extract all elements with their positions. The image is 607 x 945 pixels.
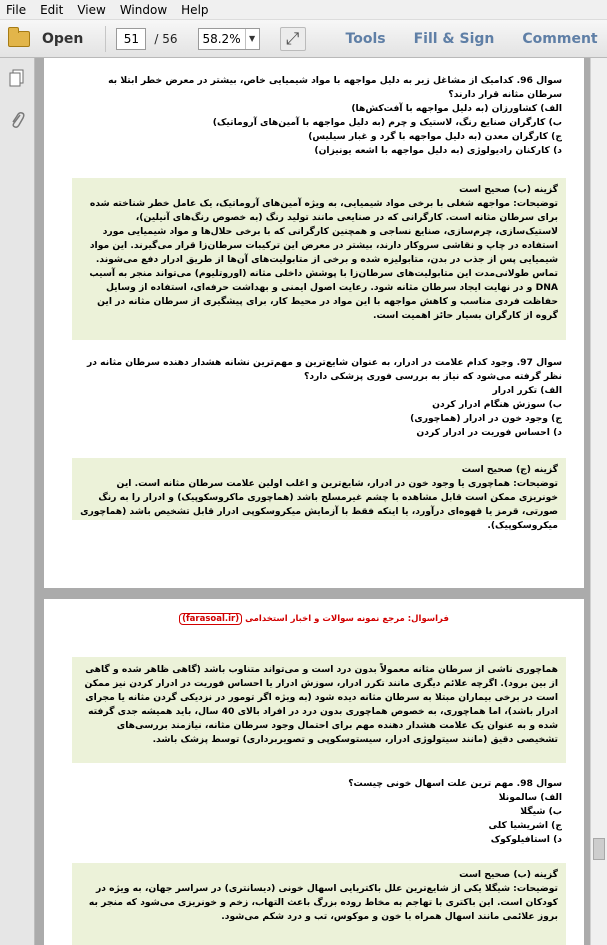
fill-sign-button[interactable]: Fill & Sign xyxy=(413,30,495,47)
open-label: Open xyxy=(42,30,84,47)
question-98 xyxy=(78,777,562,847)
page-header xyxy=(44,614,584,624)
attachment-icon[interactable] xyxy=(7,110,27,130)
option-a: الف) تکرر ادرار xyxy=(492,385,562,396)
navigation-panel xyxy=(0,58,35,945)
zoom-select[interactable] xyxy=(198,28,260,50)
option-d: د) کارکنان رادیولوژی (به دلیل مواجهه با اشعه یونیزان) xyxy=(314,145,562,156)
option-c: ج) وجود خون در ادرار (هماچوری) xyxy=(410,413,562,424)
folder-icon xyxy=(8,31,30,47)
option-b: ب) شیگلا xyxy=(520,806,562,817)
answer-continuation-box xyxy=(72,657,566,763)
comment-button[interactable]: Comment xyxy=(522,30,598,47)
answer-line: گزینه (ب) صحیح است xyxy=(459,184,558,195)
header-text: فراسوال: مرجع نمونه سوالات و اخبار استخدامی xyxy=(245,614,449,624)
question-text: سوال 96. کدامیک از مشاغل زیر به دلیل مواجهه با مواد شیمیایی خاص، بیشتر در معرض خطر ابتلا به سرطان مثانه قرار دارند؟ xyxy=(108,75,562,100)
zoom-value[interactable]: 58.2% xyxy=(202,31,241,46)
option-c: ج) کارگران معدن (به دلیل مواجهه با گرد و غبار سیلیس) xyxy=(308,131,562,142)
toolbar xyxy=(0,20,607,58)
menu-edit[interactable]: Edit xyxy=(40,2,64,17)
option-a: الف) سالمونلا xyxy=(498,792,562,803)
question-text: سوال 97. وجود کدام علامت در ادرار، به عنوان شایع‌ترین و مهم‌ترین نشانه هشدار دهنده سرطان مثانه در نظر گرفته می‌شود که نیاز به بررسی فوری پزشکی دارد؟ xyxy=(86,357,562,382)
question-text: سوال 98. مهم ترین علت اسهال خونی چیست؟ xyxy=(348,778,562,789)
option-d: د) احساس فوریت در ادرار کردن xyxy=(416,427,562,438)
question-96 xyxy=(78,74,562,158)
menu-bar xyxy=(0,0,607,20)
answer-box-97 xyxy=(72,458,566,531)
pdf-page xyxy=(44,599,584,945)
answer-explanation: توضیحات: مواجهه شغلی با برخی مواد شیمیایی، به ویژه آمین‌های آروماتیک، یک عامل خطر شناخته شده برای سرطان مثانه است. کارگرانی که در صنایعی مانند تولید رنگ (به خصوص رنگ‌های آنیلین)، لاستیک‌سازی، چرم‌سازی، صنایع نساجی و همچنین کارگرانی که با برخی حلال‌ها و مواد شیمیایی مورد استفاده در چاپ و نقاشی سروکار دارند، بیشتر در معرض این ترکیبات سرطان‌زا قرار می‌گیرند. این مواد شیمیایی پس از جذب در بدن، متابولیزه شده و برخی از متابولیت‌های آن‌ها از طریق ادرار دفع می‌شوند. تماس طولانی‌مدت این متابولیت‌های سرطان‌زا با پوشش داخلی مثانه (اوروتلیوم) می‌تواند منجر به آسیب DNA و در نهایت ایجاد سرطان مثانه شود. رعایت اصول ایمنی و بهداشت حرفه‌ای، استفاده از وسایل حفاظت فردی مناسب و کاهش مواجهه با این مواد در محیط کار، برای پیشگیری از سرطان مثانه در این گروه از کارگران بسیار حائز اهمیت است. xyxy=(89,198,558,321)
page-total: / 56 xyxy=(154,31,178,46)
option-b: ب) سوزش هنگام ادرار کردن xyxy=(432,399,562,410)
menu-window[interactable]: Window xyxy=(119,2,168,17)
scrollbar-thumb[interactable] xyxy=(593,838,605,860)
menu-view[interactable]: View xyxy=(77,2,106,17)
answer-box-96 xyxy=(72,178,566,340)
vertical-scrollbar[interactable] xyxy=(590,58,607,945)
toolbar-divider xyxy=(105,26,106,52)
answer-box-98 xyxy=(72,863,566,945)
answer-explanation: توضیحات: هماچوری یا وجود خون در ادرار، شایع‌ترین و اغلب اولین علامت سرطان مثانه است. این خونریزی ممکن است قابل مشاهده با چشم غیرمسلح باشد (هماچوری ماکروسکوپیک) و ادرار را به رنگ صورتی، قرمز یا قهوه‌ای درآورد، یا اینکه فقط با آزمایش میکروسکوپی ادرار قابل تشخیص باشد (هماچوری میکروسکوپیک). xyxy=(80,478,558,531)
pdf-page xyxy=(44,58,584,588)
header-site[interactable]: (farasoal.ir) xyxy=(179,613,242,625)
answer-line: گزینه (ب) صحیح است xyxy=(459,869,558,880)
document-viewport xyxy=(36,58,590,945)
open-button[interactable] xyxy=(8,25,83,53)
option-d: د) استافیلوکوک xyxy=(490,834,562,845)
tools-button[interactable]: Tools xyxy=(345,30,386,47)
page-number-input[interactable]: 51 xyxy=(116,28,146,50)
answer-explanation: توضیحات: شیگلا یکی از شایع‌ترین علل باکتریایی اسهال خونی (دیسانتری) در سراسر جهان، به ویژه در کودکان است. این باکتری با تهاجم به مخاط روده بزرگ باعث التهاب، زخم و خونریزی می‌شود که منجر به بروز علائمی مانند اسهال همراه با خون و موکوس، تب و درد شکم می‌شود. xyxy=(88,883,558,922)
answer-explanation: هماچوری ناشی از سرطان مثانه معمولاً بدون درد است و می‌تواند متناوب باشد (گاهی ظاهر شده و گاهی از بین برود). اگرچه علائم دیگری مانند تکرر ادرار، سوزش ادرار یا احساس فوریت در ادرار کردن نیز ممکن است در برخی بیماران مبتلا به سرطان مثانه دیده شود (به ویژه اگر تومور در نزدیکی گردن مثانه یا مجرای ادرار باشد)، اما هماچوری، به خصوص هماچوری بدون درد در افراد بالای 40 سال، باید همیشه جدی گرفته شده و به عنوان یک علامت هشدار دهنده مهم برای احتمال وجود سرطان مثانه، نیازمند بررسی‌های تشخیصی دقیق (مانند سیتولوژی ادرار، سیستوسکوپی و تصویربرداری) توسط پزشک باشد. xyxy=(84,664,558,745)
page-thumbnails-icon[interactable] xyxy=(7,68,27,88)
option-b: ب) کارگران صنایع رنگ، لاستیک و چرم (به دلیل مواجهه با آمین‌های آروماتیک) xyxy=(212,117,562,128)
option-c: ج) اشریشیا کلی xyxy=(488,820,562,831)
option-a: الف) کشاورزان (به دلیل مواجهه با آفت‌کش‌ها) xyxy=(351,103,562,114)
menu-help[interactable]: Help xyxy=(181,2,209,17)
question-97 xyxy=(78,356,562,440)
expand-icon[interactable]: ⤢ xyxy=(280,27,306,51)
menu-file[interactable]: File xyxy=(6,2,27,17)
chevron-down-icon[interactable]: ▼ xyxy=(245,29,259,49)
answer-line: گزینه (ج) صحیح است xyxy=(461,464,558,475)
